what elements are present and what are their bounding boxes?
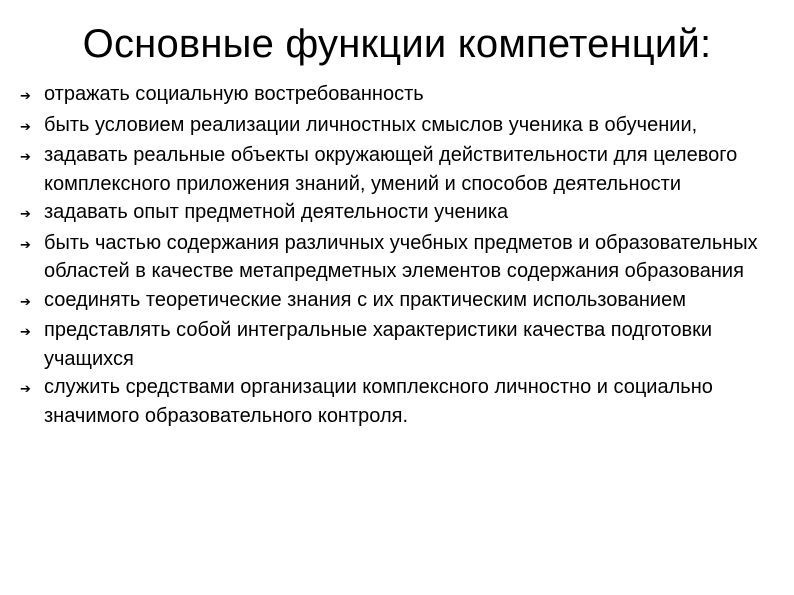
list-item [20, 286, 780, 317]
list-item [20, 229, 780, 286]
bullet-text: быть частью содержания различных учебных предметов и образовательных областей в качестве метапредметных элементов содержания образования [44, 231, 758, 282]
slide-title: Основные функции компетенций: [82, 22, 712, 66]
arrow-right-icon: ➔ [20, 236, 31, 252]
arrow-right-icon: ➔ [20, 293, 31, 309]
arrow-right-icon: ➔ [20, 88, 31, 103]
list-item [20, 111, 780, 142]
bullet-text: быть условием реализации личностных смыслов ученика в обучении, [44, 113, 698, 136]
arrow-right-icon: ➔ [20, 324, 31, 339]
list-item [20, 80, 780, 111]
arrow-right-icon: ➔ [20, 149, 31, 164]
bullet-text: представлять собой интегральные характеристики качества подготовки учащихся [44, 319, 713, 370]
bullet-text: задавать опыт предметной деятельности ученика [44, 201, 509, 223]
bullet-text: задавать реальные объекты окружающей действительности для целевого комплексного приложения знаний, умений и способов деятельности [44, 144, 738, 195]
list-item [20, 198, 780, 229]
bullet-text: служить средствами организации комплексного личностно и социально значимого образовательного контроля. [44, 376, 713, 427]
bullet-text: отражать социальную востребованность [44, 83, 424, 105]
arrow-right-icon: ➔ [20, 381, 31, 396]
list-item [20, 373, 780, 430]
arrow-right-icon: ➔ [20, 206, 31, 221]
bullet-text: соединять теоретические знания с их практическим использованием [44, 288, 686, 311]
arrow-right-icon: ➔ [20, 118, 31, 134]
list-item [20, 141, 780, 198]
bullet-list [20, 80, 780, 430]
list-item [20, 316, 780, 373]
